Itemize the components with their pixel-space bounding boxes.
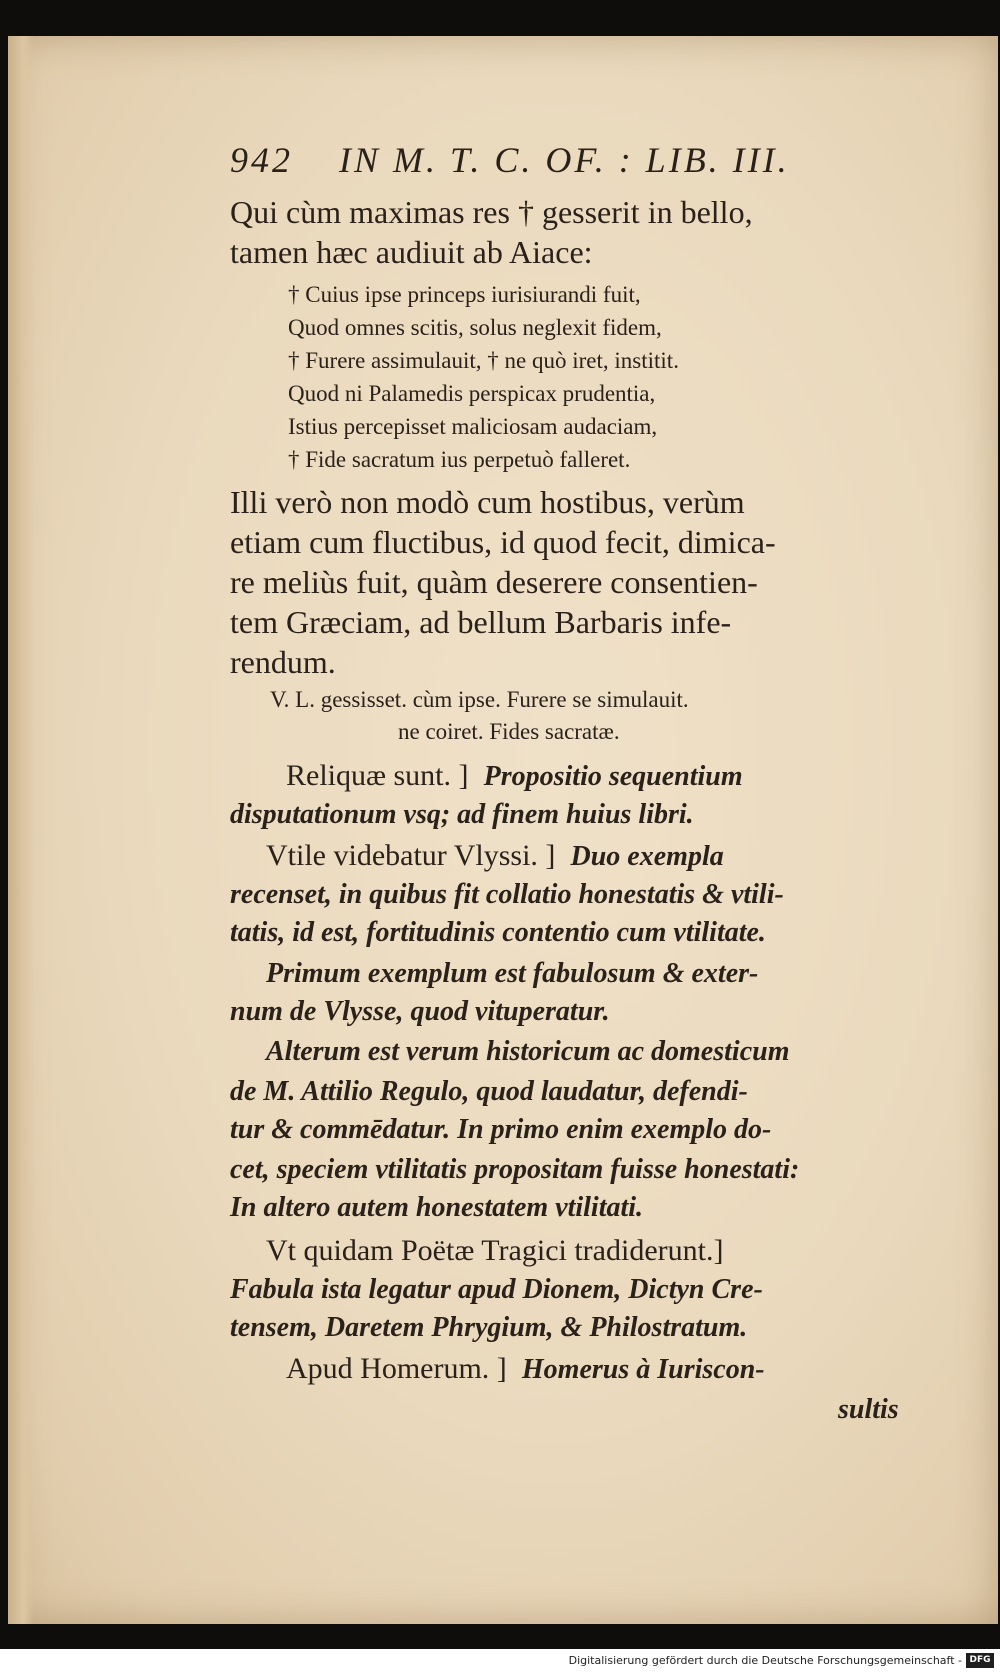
commentary-text: disputationum vsq; ad finem huius libri.	[230, 799, 694, 830]
verse-line: Quod omnes scitis, solus neglexit fidem,	[288, 315, 662, 340]
commentary-lemma: Apud Homerum. ]	[286, 1352, 507, 1385]
main-text-line: tem Græciam, ad bellum Barbaris infe-	[230, 604, 732, 640]
commentary-text: Primum exemplum est fabulosum & exter-	[266, 958, 759, 989]
commentary-text: Propositio sequentium	[483, 761, 743, 792]
commentary-text: Alterum est verum historicum ac domesticum	[266, 1036, 790, 1067]
variant-readings-line: V. L. gessisset. cùm ipse. Furere se simulauit.	[270, 687, 689, 712]
commentary-text: Fabula ista legatur apud Dionem, Dictyn Cre-	[230, 1274, 763, 1305]
main-text-line: Illi verò non modò cum hostibus, verùm	[230, 484, 745, 520]
commentary-text: tensem, Daretem Phrygium, & Philostratum.	[230, 1312, 748, 1343]
commentary-entry	[266, 841, 724, 871]
commentary-text: In altero autem honestatem vtilitati.	[230, 1192, 644, 1223]
verse-line: Quod ni Palamedis perspicax prudentia,	[288, 381, 656, 406]
commentary-text: tur & commēdatur. In primo enim exemplo do-	[230, 1114, 772, 1145]
verse-line: † Cuius ipse princeps iurisiurandi fuit,	[288, 282, 641, 307]
commentary-text: Homerus à Iuriscon-	[521, 1354, 765, 1385]
dfg-logo: DFG	[966, 1653, 994, 1668]
main-text-line: rendum.	[230, 644, 336, 680]
commentary-text: tatis, id est, fortitudinis contentio cum vtilitate.	[230, 917, 766, 948]
commentary-lemma: Vtile videbatur Vlyssi. ]	[266, 839, 556, 872]
commentary-text: recenset, in quibus fit collatio honestatis & vtili-	[230, 879, 784, 910]
main-text-line: tamen hæc audiuit ab Aiace:	[230, 234, 593, 270]
main-text-line: re meliùs fuit, quàm deserere consentien-	[230, 564, 758, 600]
page-header	[230, 142, 790, 178]
commentary-entry	[286, 1354, 765, 1384]
digitization-footer	[0, 1649, 1000, 1673]
page-text	[8, 36, 998, 1624]
commentary-text: de M. Attilio Regulo, quod laudatur, defendi-	[230, 1076, 748, 1107]
variant-readings-line: ne coiret. Fides sacratæ.	[398, 719, 620, 744]
main-text-line: etiam cum fluctibus, id quod fecit, dimica-	[230, 524, 776, 560]
commentary-text: cet, speciem vtilitatis propositam fuisse honestati:	[230, 1154, 800, 1185]
commentary-lemma: Vt quidam Poëtæ Tragici tradiderunt.]	[266, 1234, 724, 1267]
book-page	[8, 36, 998, 1624]
running-title: IN M. T. C. OF. : LIB. III.	[339, 140, 790, 180]
main-text-line: Qui cùm maximas res † gesserit in bello,	[230, 194, 753, 230]
verse-line: † Furere assimulauit, † ne quò iret, institit.	[288, 348, 679, 373]
page-number: 942	[230, 140, 293, 180]
verse-line: † Fide sacratum ius perpetuò falleret.	[288, 447, 631, 472]
verse-line: Istius percepisset maliciosam audaciam,	[288, 414, 658, 439]
commentary-lemma: Reliquæ sunt. ]	[286, 759, 469, 792]
commentary-text: num de Vlysse, quod vituperatur.	[230, 996, 610, 1027]
catchword: sultis	[838, 1394, 899, 1425]
commentary-text: Duo exempla	[570, 841, 724, 872]
commentary-entry	[286, 761, 743, 791]
funding-credit: Digitalisierung gefördert durch die Deutsche Forschungsgemeinschaft -	[568, 1654, 962, 1667]
